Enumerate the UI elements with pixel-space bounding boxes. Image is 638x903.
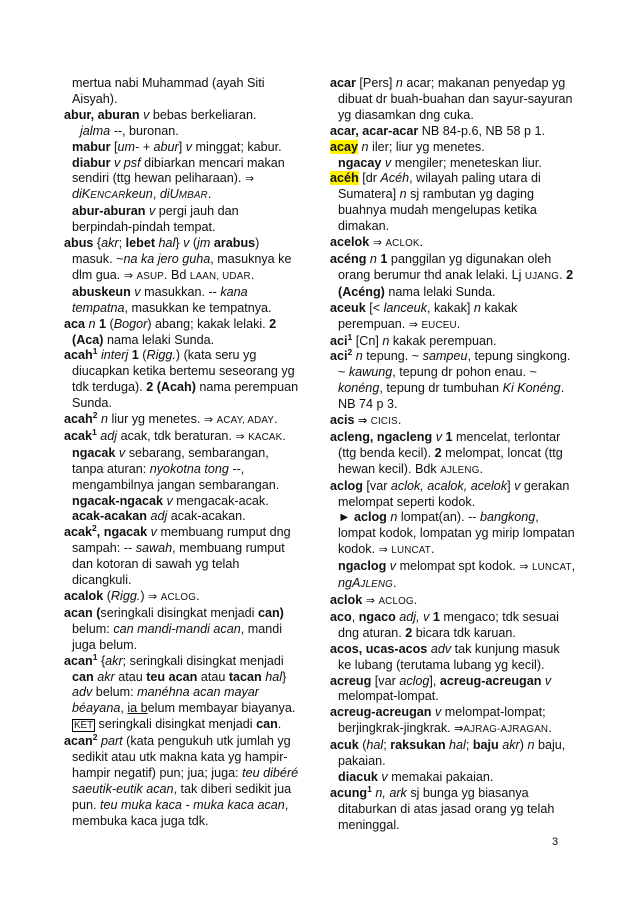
entry-abuskeun: abuskeun v masukkan. -- kana tempatna, masukkan ke tempatnya. <box>72 284 272 315</box>
entry-aceh: acéh [dr Acéh, wilayah paling utara di Sumatera] n sj rambutan yg daging buahnya mudah mengelupas ketika dimakan. <box>330 171 541 234</box>
right-column <box>330 76 576 834</box>
entry-aceng: acéng n 1 panggilan yg digunakan oleh orang berumur thd anak lelaki. Lj UJANG. 2 (Acéng) nama lelaki Sunda. <box>330 251 574 299</box>
entry-acak-acakan: acak-acakan adj acak-acakan. <box>72 509 246 524</box>
entry-aci2: aci$^2$ n tepung. ~ sampeu, tepung singkong. ~ kawung, tepung dr pohon enau. ~ konéng, tepung dr tumbuhan Ki Konéng. NB 74 p 3. <box>330 347 571 412</box>
entry-aceuk: aceuk [< lanceuk, kakak] n kakak perempuan. ⇒ EUCEU. <box>330 300 518 331</box>
entry-acos: acos, ucas-acos adv tak kunjung masuk ke lubang (terutama lubang yg kecil). <box>330 641 560 672</box>
entry-abus: abus {akr; lebet hal} v (jm arabus) masuk. ~na ka jero guha, masuknya ke dlm gua. ⇒ ASUP. Bd LAAN, UDAR. <box>64 236 292 282</box>
entry-aco: aco, ngaco adj, v 1 mengaco; tdk sesuai dng aturan. 2 bicara tdk karuan. <box>330 609 559 640</box>
entry-abur: abur, aburan v bebas berkeliaran. jalma --, buronan. <box>64 107 257 138</box>
entry-acreug-acreugan: acreug-acreugan v melompat-lompat; berjingkrak-jingkrak. ⇒AJRAG-AJRAGAN. <box>330 705 552 736</box>
entry-aca: aca n 1 (Bogor) abang; kakak lelaki. 2 (Aca) nama lelaki Sunda. <box>64 316 277 347</box>
entry-ngaclog: ngaclog v melompat spt kodok. ⇒ LUNCAT, ngAJLENG. <box>338 559 576 591</box>
entry-aclok: aclok ⇒ ACLOG. <box>330 593 418 607</box>
entry-mabur: mabur [um- + abur] v minggat; kabur. <box>72 139 282 154</box>
entry-acak2: acak$^2$, ngacak v membuang rumput dng sampah: -- sawah, membuang rumput dan kotoran di sawah yg telah dicangkuli. <box>64 523 291 588</box>
entry-aci1: aci$^1$ [Cn] n kakak perempuan. <box>330 331 497 348</box>
left-column <box>64 76 300 830</box>
entry-acleng: acleng, ngacleng v 1 mencelat, terlontar (ttg benda kecil). 2 melompat, loncat (ttg hewan kecil). Bdk AJLENG. <box>330 429 563 476</box>
entry-diabur: diabur v psf dibiarkan mencari makan sendiri (ttg hewan peliharaan). ⇒ diKENCARkeun, diUMBAR. <box>72 155 285 202</box>
entry-aclog: aclog [var aclok, acalok, acelok] v gerakan melompat seperti kodok. ► aclog n lompat(an). -- bangkong, lompat kodok, lompatan yg mirip lompatan kodok. ⇒ LUNCAT. <box>330 478 575 557</box>
entry-continuation: mertua nabi Muhammad (ayah Siti Aisyah). <box>72 76 265 106</box>
entry-diacuk: diacuk v memakai pakaian. <box>338 769 494 784</box>
entry-acay: acay n iler; liur yg menetes. <box>330 139 485 154</box>
entry-acar: acar [Pers] n acar; makanan penyedap yg dibuat dr buah-buahan dan sayur-sayuran yg diasamkan dng cuka. <box>330 76 573 122</box>
page-number: 3 <box>552 836 559 848</box>
entry-acan1: acan$^1$ {akr; seringkali disingkat menjadi can akr atau teu acan atau tacan hal} adv belum: manéhna acan mayar béayana, ia belum membayar biayanya. KET seringkali disingkat menjadi can. <box>64 651 296 732</box>
entry-acalok: acalok (Rigg.) ⇒ ACLOG. <box>64 589 200 603</box>
entry-acah1: acah$^1$ interj 1 (Rigg.) (kata seru yg diucapkan ketika bertemu seseorang yg tdk terduga). 2 (Acah) nama perempuan Sunda. <box>64 346 299 411</box>
entry-acan2: acan$^2$ part (kata pengukuh utk jumlah yg sedikit atau utk makna kata yg hampir-hampir negatif) pun; jua; juga: teu dibéré saeutik-eutik acan, tak diberi sedikit jua pun. teu muka kaca - muka kaca acan, membuka kaca juga tdk. <box>64 731 299 828</box>
entry-ngacak-ngacak: ngacak-ngacak v mengacak-acak. <box>72 493 269 508</box>
entry-acar-acar: acar, acar-acar NB 84-p.6, NB 58 p 1. <box>330 123 545 138</box>
entry-acelok: acelok ⇒ ACLOK. <box>330 235 424 250</box>
entry-ngacak: ngacak v sebarang, sembarangan, tanpa aturan: nyokotna tong --, mengambilnya jangan sembarangan. <box>72 445 280 492</box>
entry-acuk: acuk (hal; raksukan hal; baju akr) n baju, pakaian. <box>330 738 566 769</box>
entry-ngacay: ngacay v mengiler; meneteskan liur. <box>338 155 542 170</box>
entry-acis: acis ⇒ CICIS. <box>330 413 402 428</box>
entry-abur-aburan: abur-aburan v pergi jauh dan berpindah-pindah tempat. <box>72 204 239 235</box>
entry-acung1: acung$^1$ n, ark sj bunga yg biasanya ditaburkan di atas jasad orang yg telah meninggal. <box>330 783 555 832</box>
entry-acah2: acah$^2$ n liur yg menetes. ⇒ ACAY, ADAY. <box>64 409 278 427</box>
entry-acak1: acak$^1$ adj acak, tdk beraturan. ⇒ KACAK. <box>64 426 286 443</box>
entry-acan: acan (seringkali disingkat menjadi can) belum: can mandi-mandi acan, mandi juga belum. <box>64 605 284 652</box>
entry-acreug: acreug [var aclog], acreug-acreugan v melompat-lompat. <box>330 673 552 704</box>
